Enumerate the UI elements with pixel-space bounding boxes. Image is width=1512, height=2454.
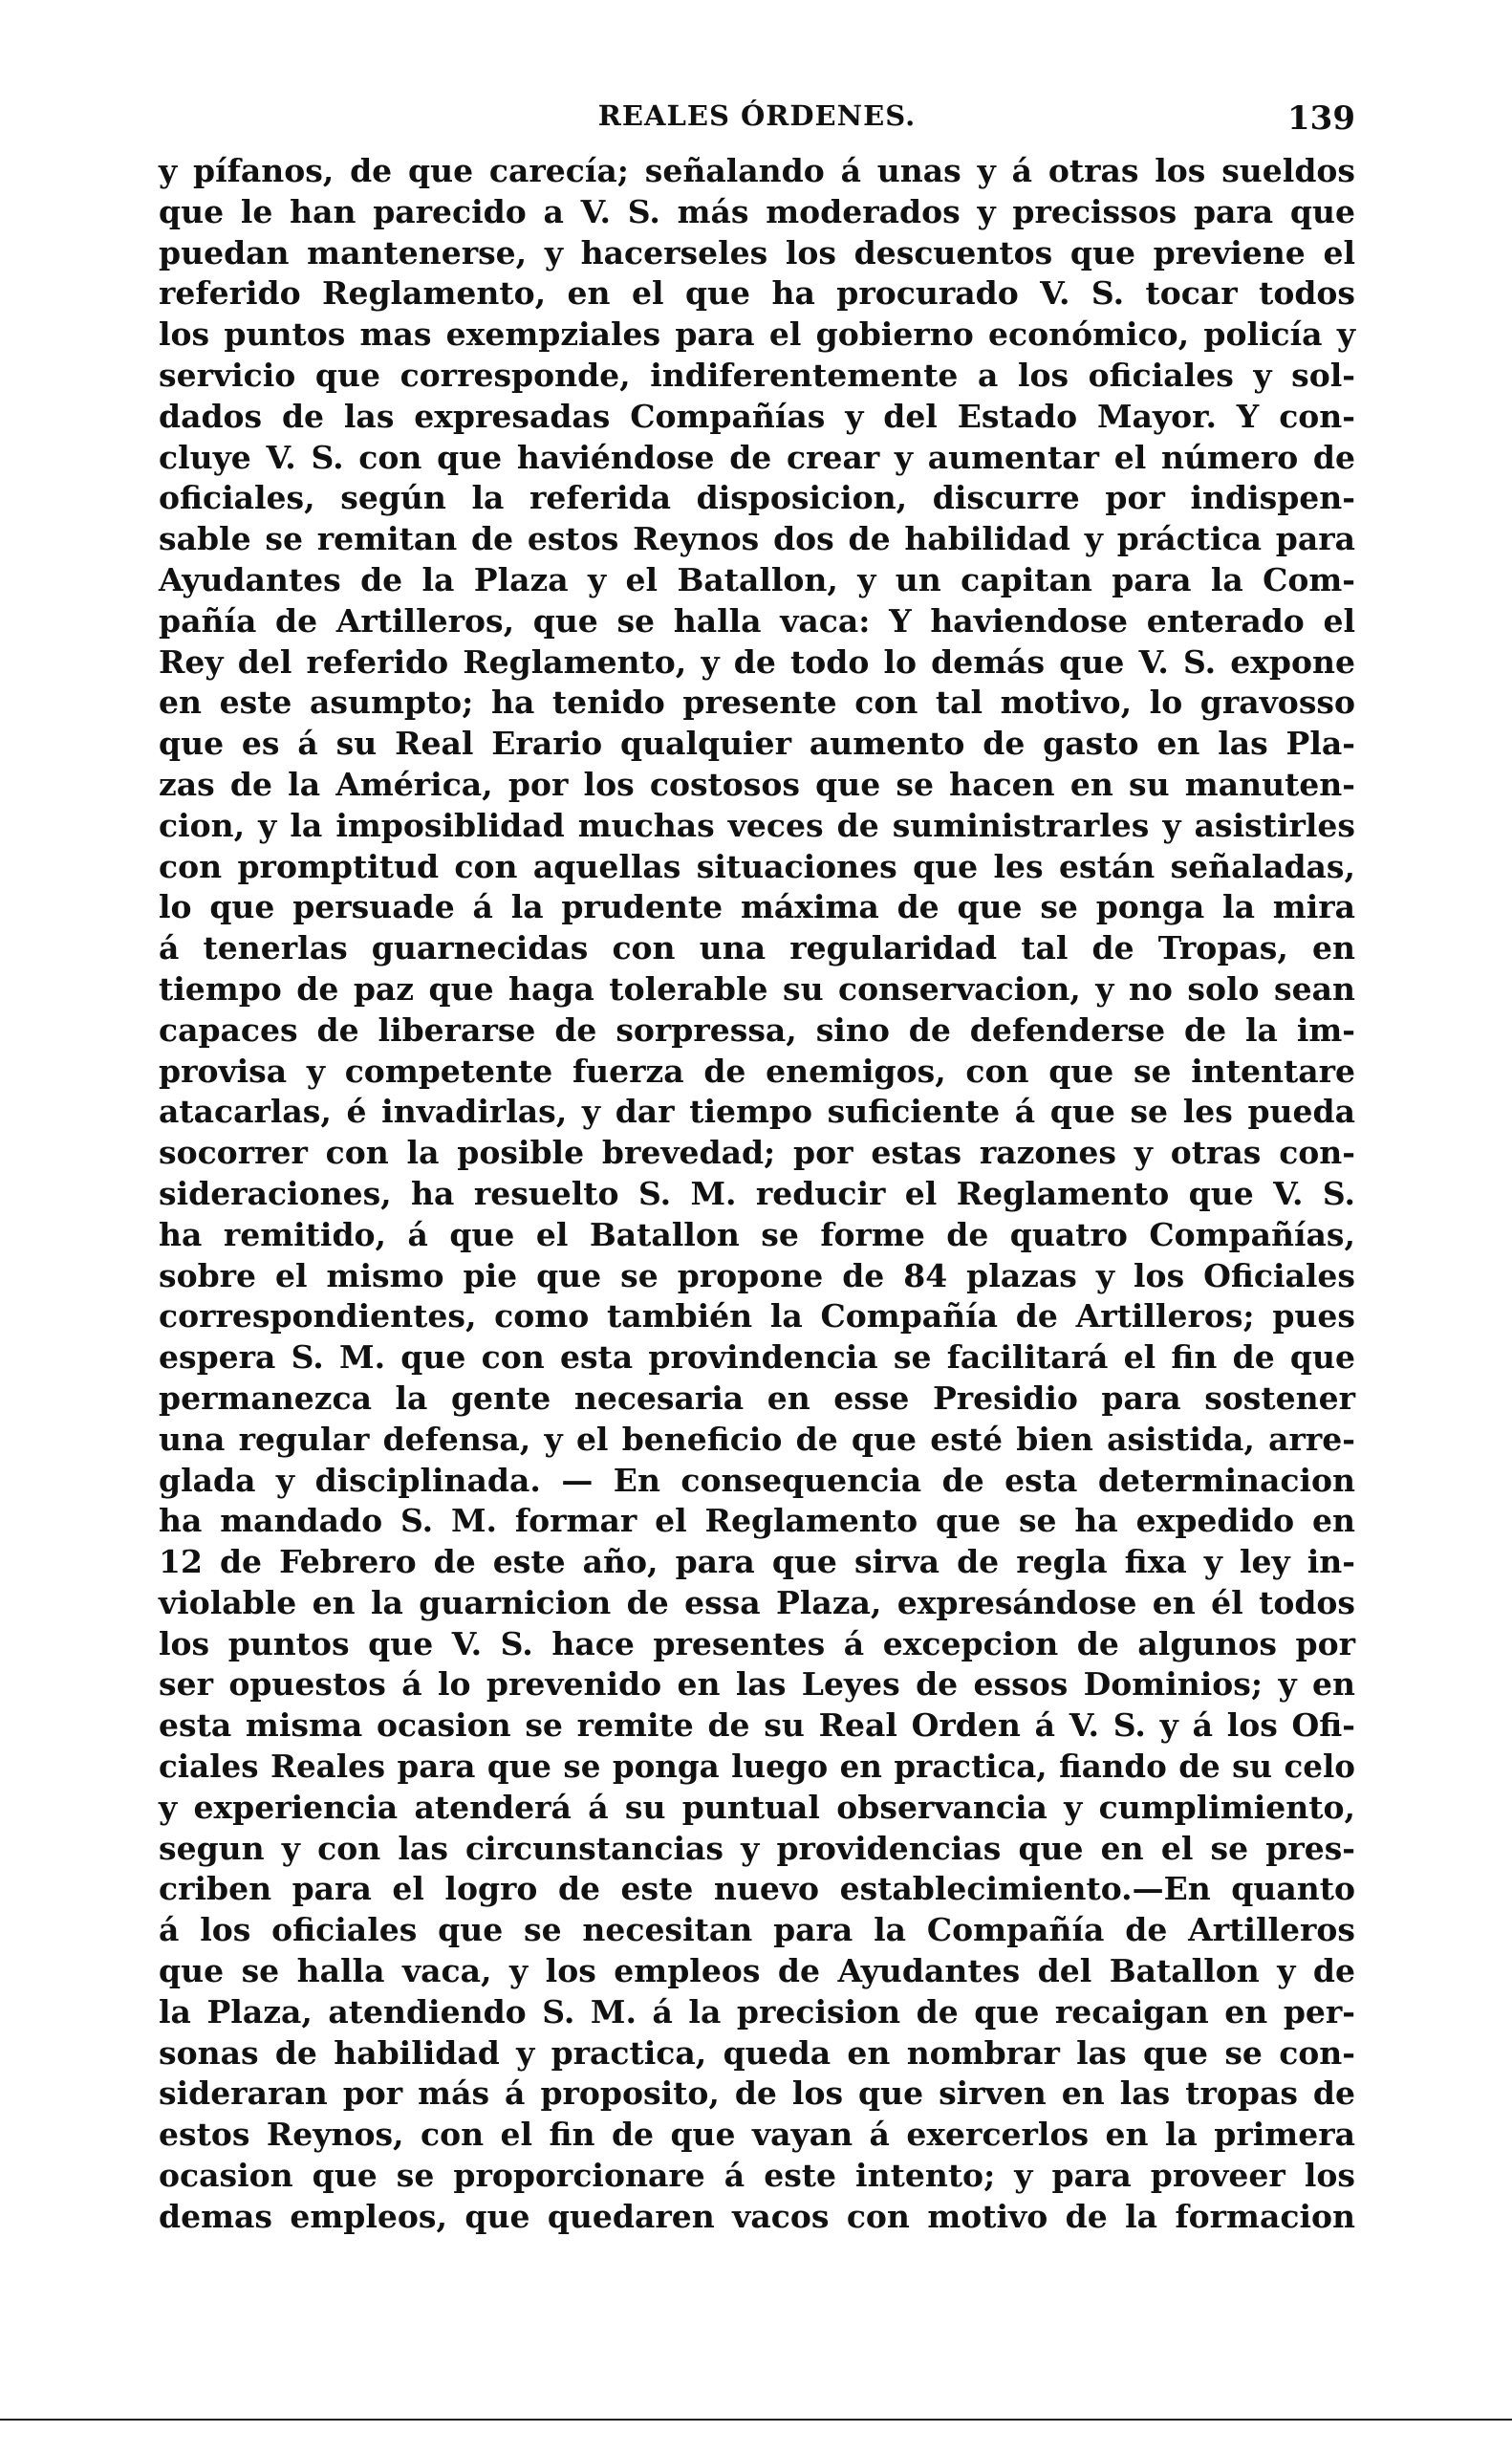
text-line: Rey del referido Reglamento, y de todo lo demás que V. S. expone	[159, 642, 1355, 681]
text-line: atacarlas, é invadirlas, y dar tiempo suficiente á que se les pueda	[159, 1093, 1355, 1131]
text-line: criben para el logro de este nuevo establecimiento.—En quanto	[159, 1870, 1355, 1908]
text-line: los puntos que V. S. hace presentes á excepcion de algunos por	[159, 1624, 1355, 1662]
text-line: esta misma ocasion se remite de su Real Orden á V. S. y á los Ofi-	[159, 1706, 1355, 1745]
text-line: sonas de habilidad y practica, queda en nombrar las que se con-	[159, 2033, 1355, 2072]
text-line: dados de las expresadas Compañías y del Estado Mayor. Y con-	[159, 397, 1355, 435]
text-line: sideraciones, ha resuelto S. M. reducir el Reglamento que V. S.	[159, 1174, 1355, 1212]
page-header	[159, 99, 1355, 138]
text-line: la Plaza, atendiendo S. M. á la precision de que recaigan en per-	[159, 1992, 1355, 2031]
bottom-rule	[0, 2419, 1512, 2421]
text-line: 12 de Febrero de este año, para que sirva de regla fixa y ley in-	[159, 1543, 1355, 1581]
text-line: permanezca la gente necesaria en esse Presidio para sostener	[159, 1379, 1355, 1417]
text-line: Ayudantes de la Plaza y el Batallon, y un capitan para la Com-	[159, 560, 1355, 598]
text-line: capaces de liberarse de sorpressa, sino de defenderse de la im-	[159, 1010, 1355, 1049]
text-line: sobre el mismo pie que se propone de 84 plazas y los Oficiales	[159, 1256, 1355, 1294]
text-line: y experiencia atenderá á su puntual observancia y cumplimiento,	[159, 1788, 1355, 1826]
text-line: que le han parecido a V. S. más moderados y precissos para que	[159, 192, 1355, 230]
text-line: una regular defensa, y el beneficio de que esté bien asistida, arre-	[159, 1420, 1355, 1458]
text-line: los puntos mas exempziales para el gobierno económico, policía y	[159, 315, 1355, 354]
body-text	[159, 151, 1355, 2238]
text-line: puedan mantenerse, y hacerseles los descuentos que previene el	[159, 233, 1355, 271]
text-line: ciales Reales para que se ponga luego en practica, fiando de su celo	[159, 1748, 1355, 1786]
text-line: demas empleos, que quedaren vacos con motivo de la formacion	[159, 2197, 1355, 2235]
text-line: ser opuestos á lo prevenido en las Leyes de essos Dominios; y en	[159, 1665, 1355, 1704]
text-line: á tenerlas guarnecidas con una regularidad tal de Tropas, en	[159, 929, 1355, 967]
text-line: espera S. M. que con esta provindencia se facilitará el fin de que	[159, 1338, 1355, 1377]
running-title: REALES ÓRDENES.	[597, 99, 917, 132]
text-line: á los oficiales que se necesitan para la Compañía de Artilleros	[159, 1911, 1355, 1949]
text-line: servicio que corresponde, indiferentemente a los oficiales y sol-	[159, 356, 1355, 394]
text-line: tiempo de paz que haga tolerable su conservacion, y no solo sean	[159, 969, 1355, 1008]
text-line: oficiales, según la referida disposicion, discurre por indispen-	[159, 479, 1355, 517]
text-line: lo que persuade á la prudente máxima de que se ponga la mira	[159, 888, 1355, 926]
text-line: zas de la América, por los costosos que se hacen en su manuten-	[159, 765, 1355, 803]
text-line: cion, y la imposiblidad muchas veces de suministrarles y asistirles	[159, 806, 1355, 844]
text-line: violable en la guarnicion de essa Plaza, expresándose en él todos	[159, 1583, 1355, 1621]
text-line: que se halla vaca, y los empleos de Ayudantes del Batallon y de	[159, 1952, 1355, 1990]
text-line: y pífanos, de que carecía; señalando á unas y á otras los sueldos	[159, 152, 1355, 189]
text-line: socorrer con la posible brevedad; por estas razones y otras con-	[159, 1134, 1355, 1172]
page-number: 139	[1287, 99, 1355, 138]
text-line: referido Reglamento, en el que ha procurado V. S. tocar todos	[159, 274, 1355, 313]
text-line: que es á su Real Erario qualquier aumento de gasto en las Pla-	[159, 725, 1355, 763]
text-line: ocasion que se proporcionare á este intento; y para proveer los	[159, 2157, 1355, 2195]
text-line: pañía de Artilleros, que se halla vaca: Y haviendose enterado el	[159, 601, 1355, 640]
text-line: estos Reynos, con el fin de que vayan á exercerlos en la primera	[159, 2116, 1355, 2154]
text-line: sable se remitan de estos Reynos dos de habilidad y práctica para	[159, 520, 1355, 558]
text-line: ha remitido, á que el Batallon se forme de quatro Compañías,	[159, 1215, 1355, 1253]
text-line: sideraran por más á proposito, de los que sirven en las tropas de	[159, 2074, 1355, 2113]
text-line: glada y disciplinada. — En consequencia de esta determinacion	[159, 1461, 1355, 1499]
text-line: provisa y competente fuerza de enemigos, con que se intentare	[159, 1052, 1355, 1090]
text-line: correspondientes, como también la Compañía de Artilleros; pues	[159, 1297, 1355, 1336]
text-line: con promptitud con aquellas situaciones que les están señaladas,	[159, 847, 1355, 885]
text-line: ha mandado S. M. formar el Reglamento que se ha expedido en	[159, 1502, 1355, 1540]
text-line: segun y con las circunstancias y providencias que en el se pres-	[159, 1829, 1355, 1867]
text-line: en este asumpto; ha tenido presente con tal motivo, lo gravosso	[159, 684, 1355, 722]
text-line: cluye V. S. con que haviéndose de crear y aumentar el número de	[159, 438, 1355, 476]
